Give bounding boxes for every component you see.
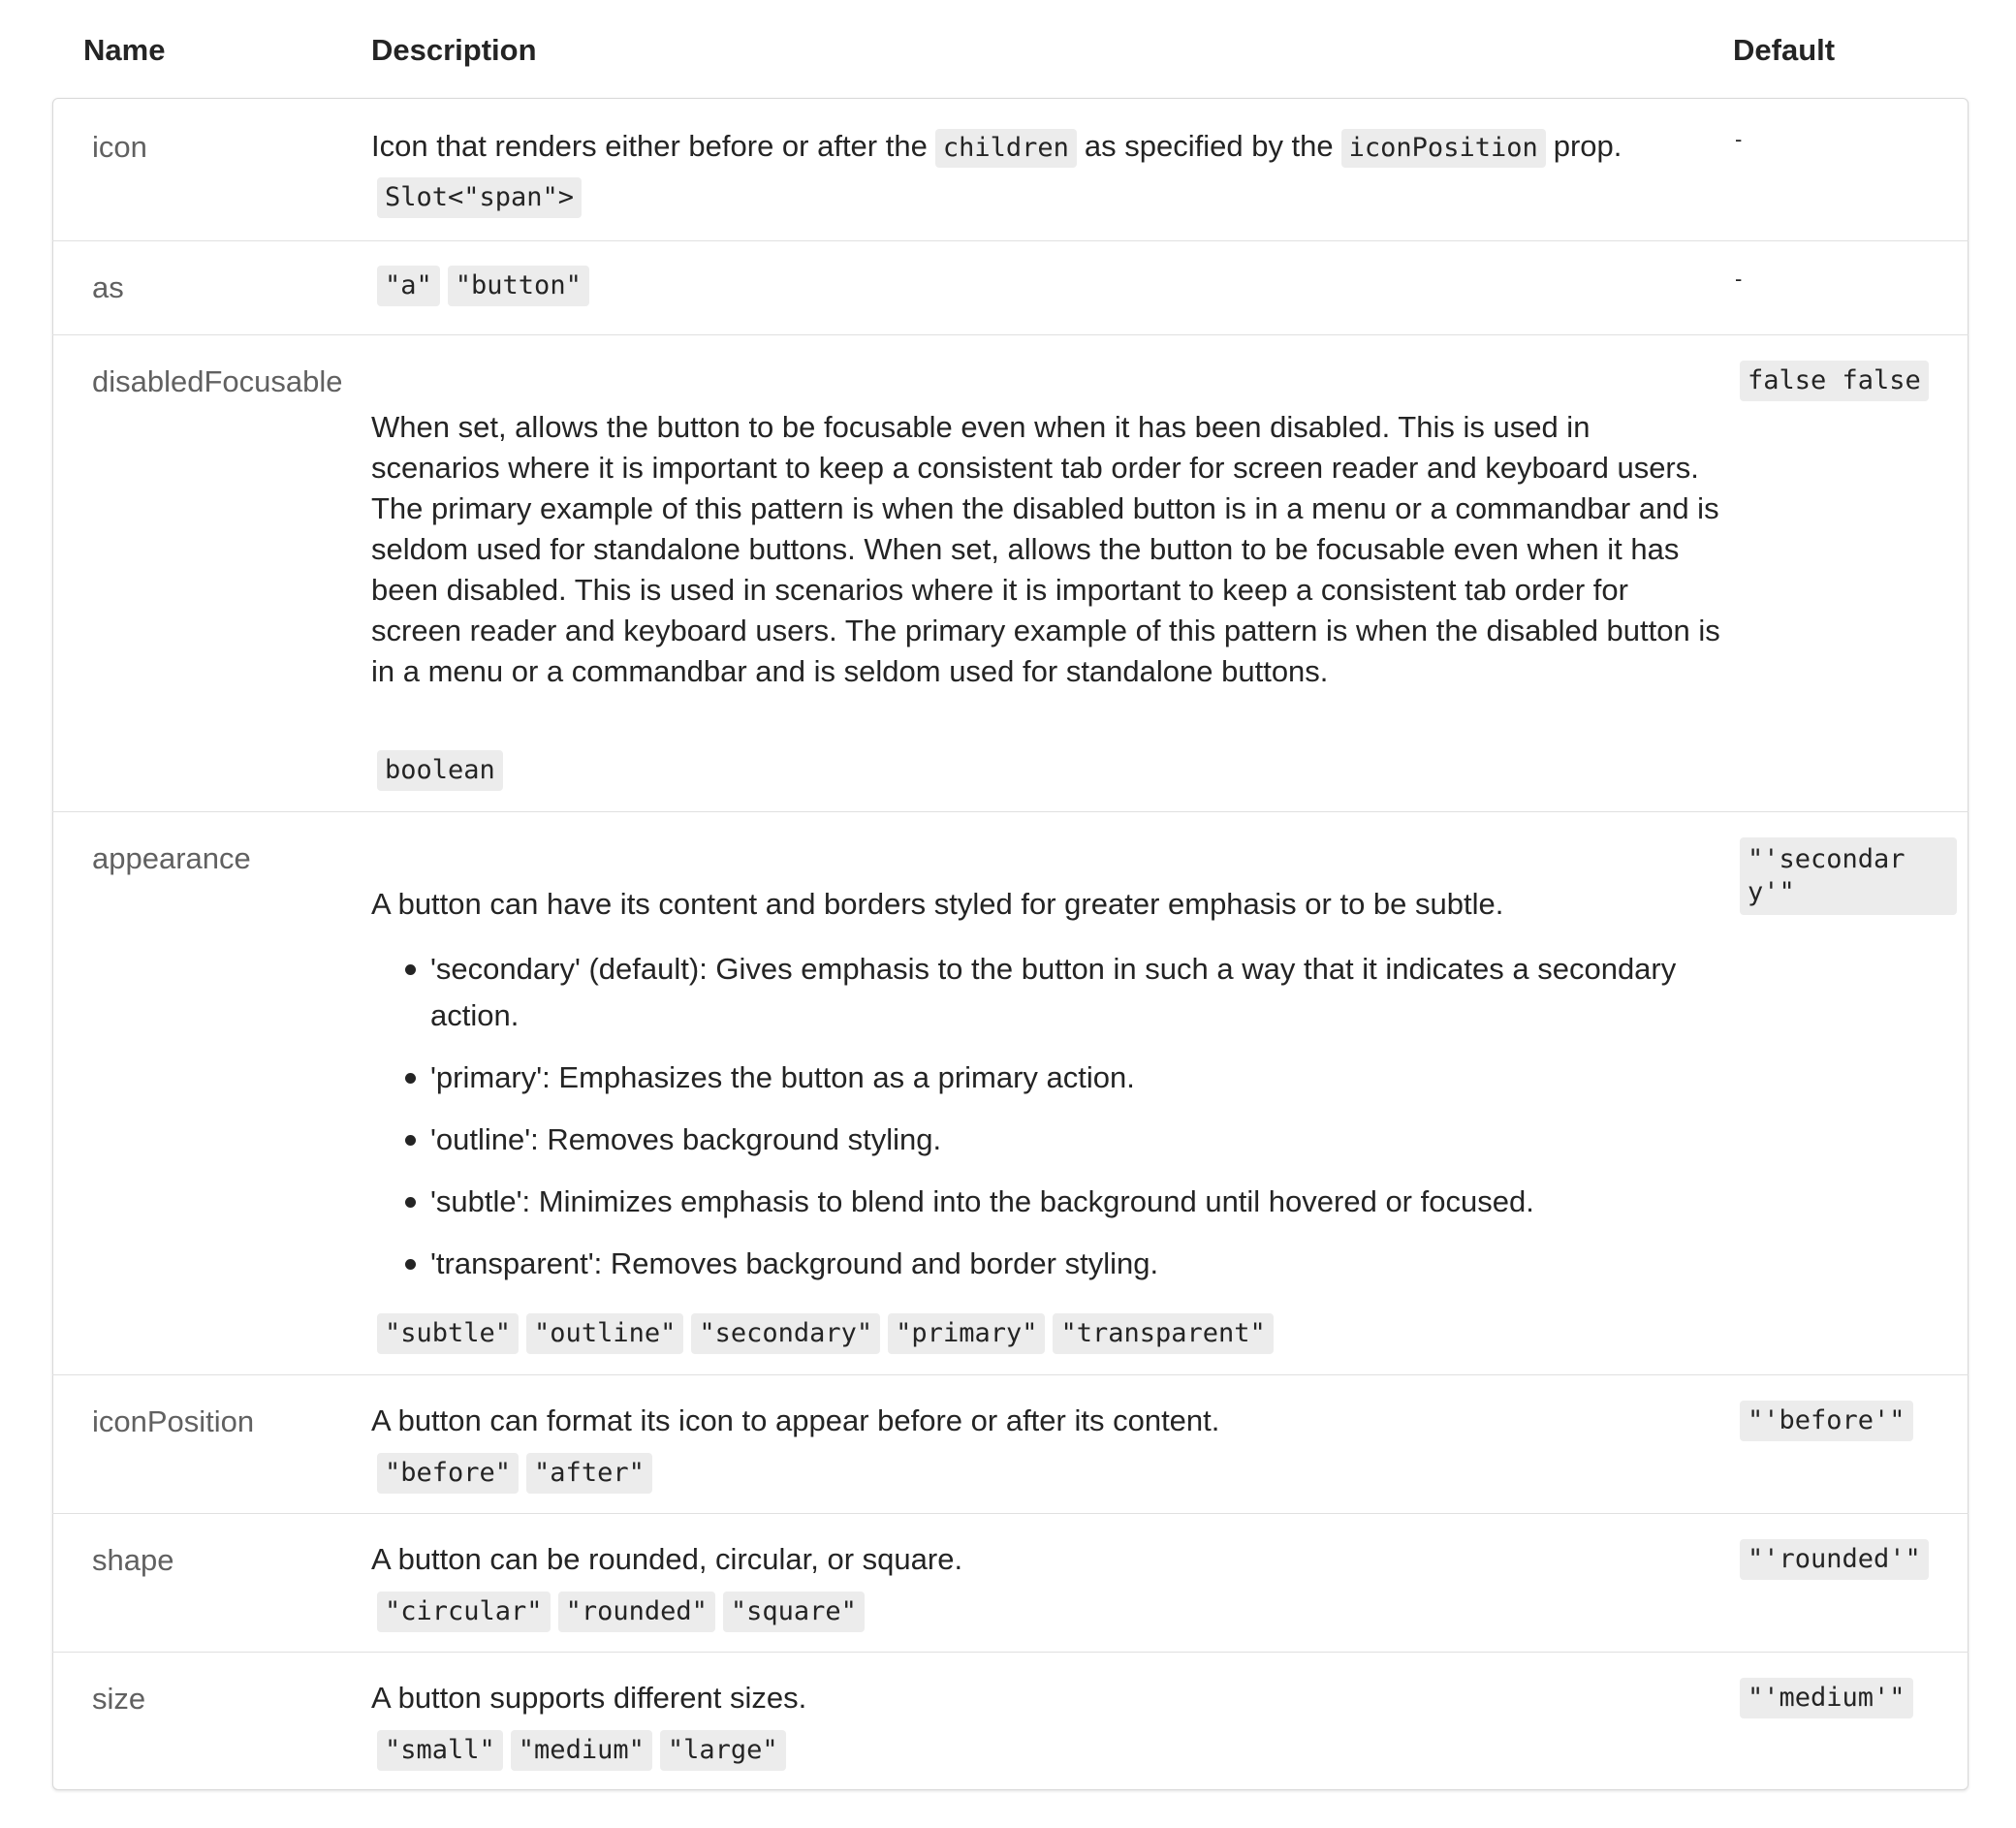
type-chip: "a" <box>377 266 440 306</box>
type-chip: Slot<"span"> <box>377 177 582 218</box>
column-header-name: Name <box>83 33 166 67</box>
default-value <box>1740 1678 1913 1718</box>
prop-description: A button supports different sizes. <box>371 1681 807 1715</box>
prop-description: A button can have its content and borders styled for greater emphasis or to be subtle. <box>371 887 1504 921</box>
prop-description: A button can be rounded, circular, or square. <box>371 1542 963 1576</box>
prop-description <box>371 126 1723 168</box>
default-chip: "'secondary'" <box>1740 837 1957 915</box>
prop-type <box>377 1313 1281 1354</box>
type-chip: "before" <box>377 1453 519 1494</box>
default-chip: false false <box>1740 361 1929 401</box>
code-iconposition: iconPosition <box>1341 129 1546 168</box>
prop-type <box>377 177 589 218</box>
appearance-options-list <box>430 946 1690 1303</box>
type-chip: "primary" <box>888 1313 1045 1354</box>
table-row <box>52 1514 1969 1653</box>
table-row <box>52 98 1969 241</box>
table-row <box>52 1653 1969 1788</box>
type-chip: "transparent" <box>1053 1313 1273 1354</box>
type-chip: "square" <box>723 1592 865 1632</box>
prop-type <box>377 750 511 791</box>
table-row <box>52 1375 1969 1514</box>
list-item: 'transparent': Removes background and border styling. <box>430 1241 1690 1287</box>
prop-name: shape <box>92 1543 174 1577</box>
description-text: as specified by the <box>1084 129 1334 163</box>
table-header <box>0 0 2016 97</box>
description-text: Icon that renders either before or after the <box>371 129 928 163</box>
default-value: - <box>1735 267 1743 291</box>
column-header-description: Description <box>371 33 537 67</box>
default-value <box>1740 361 1929 401</box>
type-chip: "button" <box>448 266 589 306</box>
prop-type <box>377 1453 660 1494</box>
default-value <box>1740 1401 1913 1441</box>
type-chip: "outline" <box>526 1313 683 1354</box>
type-chip: "after" <box>526 1453 652 1494</box>
type-chip: "secondary" <box>691 1313 880 1354</box>
prop-description: When set, allows the button to be focusable even when it has been disabled. This is used in scenarios where it is important to keep a consistent tab order for screen reader and keyboard users. The primary example of this pattern is when the disabled button is in a menu or a commandbar and is seldom used for standalone buttons. When set, allows the button to be focusable even when it has been disabled. This is used in scenarios where it is important to keep a consistent tab order for screen reader and keyboard users. The primary example of this pattern is when the disabled button is in a menu or a commandbar and is seldom used for standalone buttons. <box>371 410 1720 688</box>
default-value <box>1740 1539 1929 1580</box>
list-item: 'outline': Removes background styling. <box>430 1117 1690 1163</box>
type-chip: "rounded" <box>558 1592 715 1632</box>
prop-type <box>377 266 597 306</box>
default-chip: "'medium'" <box>1740 1678 1913 1718</box>
type-chip: "circular" <box>377 1592 551 1632</box>
code-children: children <box>935 129 1077 168</box>
table-row <box>52 812 1969 1375</box>
type-chip: boolean <box>377 750 503 791</box>
default-value: - <box>1735 127 1743 151</box>
prop-name: icon <box>92 130 147 164</box>
default-chip: "'rounded'" <box>1740 1539 1929 1580</box>
type-chip: "medium" <box>511 1730 652 1771</box>
table-row <box>52 241 1969 335</box>
prop-name: size <box>92 1682 146 1716</box>
type-chip: "large" <box>660 1730 786 1771</box>
type-chip: "small" <box>377 1730 503 1771</box>
default-value <box>1740 837 1957 915</box>
list-item: 'secondary' (default): Gives emphasis to the button in such a way that it indicates a secondary action. <box>430 946 1690 1039</box>
table-row <box>52 335 1969 812</box>
prop-name: disabledFocusable <box>92 364 343 398</box>
description-text: prop. <box>1553 129 1622 163</box>
prop-description: A button can format its icon to appear before or after its content. <box>371 1403 1220 1437</box>
prop-type <box>377 1730 794 1771</box>
prop-name: iconPosition <box>92 1404 255 1438</box>
prop-name: as <box>92 270 124 304</box>
prop-type <box>377 1592 872 1632</box>
prop-name: appearance <box>92 841 251 875</box>
column-header-default: Default <box>1733 33 1836 67</box>
list-item: 'subtle': Minimizes emphasis to blend into the background until hovered or focused. <box>430 1179 1690 1225</box>
list-item: 'primary': Emphasizes the button as a primary action. <box>430 1055 1690 1101</box>
default-chip: "'before'" <box>1740 1401 1913 1441</box>
type-chip: "subtle" <box>377 1313 519 1354</box>
